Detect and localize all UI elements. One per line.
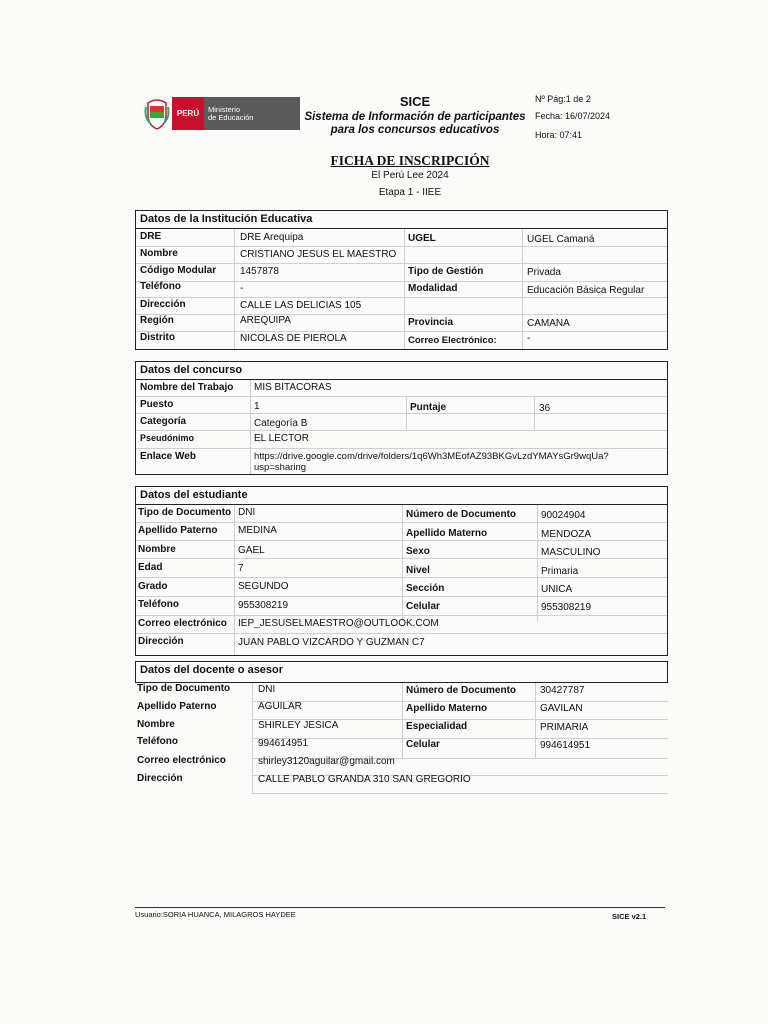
value-sexo: MASCULINO: [541, 547, 601, 558]
label-telefono-est: Teléfono: [138, 599, 179, 610]
value-puesto: 1: [254, 401, 260, 412]
label-celular-est: Celular: [406, 601, 440, 612]
footer-divider: [135, 907, 665, 908]
value-nombre-doc: SHIRLEY JESICA: [258, 720, 339, 731]
label-provincia: Provincia: [408, 317, 454, 328]
value-enlace-web-line1[interactable]: https://drive.google.com/drive/folders/1q6Wh3MEofAZ93BKGvLzdYMAYsGr9wqUa?: [254, 451, 609, 462]
logo-ministerio: [204, 97, 300, 130]
label-puntaje: Puntaje: [410, 402, 447, 413]
label-sexo: Sexo: [406, 546, 430, 557]
label-especialidad: Especialidad: [406, 721, 468, 732]
value-num-doc-est: 90024904: [541, 510, 586, 521]
contest-name: El Perú Lee 2024: [371, 170, 449, 181]
value-categoria: Categoría B: [254, 418, 308, 429]
label-tipo-gestion: Tipo de Gestión: [408, 266, 484, 277]
print-time: Hora: 07:41: [535, 130, 583, 140]
label-tipo-doc-est: Tipo de Documento: [138, 507, 232, 518]
logo-ministerio-line1: Ministerio: [208, 104, 241, 114]
section-docente-header: [135, 661, 668, 683]
section-title-docente: Datos del docente o asesor: [140, 664, 284, 676]
label-nombre-doc: Nombre: [137, 719, 175, 730]
label-direccion-doc: Dirección: [137, 773, 183, 784]
value-codigo-modular: 1457878: [240, 266, 279, 277]
section-title-institucion: Datos de la Institución Educativa: [140, 213, 313, 225]
value-num-doc-doc: 30427787: [540, 685, 585, 696]
label-edad: Edad: [138, 562, 163, 573]
form-title: FICHA DE INSCRIPCIÓN: [330, 153, 490, 168]
value-grado: SEGUNDO: [238, 581, 289, 592]
label-codigo-modular: Código Modular: [140, 265, 217, 276]
value-ap-paterno-doc: AGUILAR: [258, 701, 302, 712]
value-seccion: UNICA: [541, 584, 573, 595]
section-estudiante: [135, 486, 668, 656]
value-nombre-est: GAEL: [238, 545, 265, 556]
form-title-wrap: [0, 152, 768, 170]
value-nombre-trabajo: MIS BITACORAS: [254, 382, 332, 393]
label-puesto: Puesto: [140, 399, 174, 410]
value-puntaje: 36: [539, 403, 551, 414]
label-num-doc-est: Número de Documento: [406, 509, 517, 520]
page-number: Nº Pág:1 de 2: [535, 94, 591, 104]
value-modalidad: Educación Básica Regular: [527, 285, 645, 296]
peru-coat-of-arms-icon: [144, 97, 170, 130]
label-ap-paterno-doc: Apellido Paterno: [137, 701, 217, 712]
value-direccion-ie: CALLE LAS DELICIAS 105: [240, 300, 362, 311]
value-correo-ie: -: [527, 333, 531, 344]
label-nombre-trabajo: Nombre del Trabajo: [140, 382, 234, 393]
value-ap-materno-est: MENDOZA: [541, 529, 591, 540]
label-ap-materno-est: Apellido Materno: [406, 528, 488, 539]
logo-ministerio-line2: de Educación: [208, 112, 254, 122]
value-especialidad: PRIMARIA: [540, 722, 589, 733]
label-celular-doc: Celular: [406, 739, 440, 750]
label-nombre-est: Nombre: [138, 544, 176, 555]
value-celular-doc: 994614951: [540, 740, 591, 751]
label-grado: Grado: [138, 581, 168, 592]
label-direccion-est: Dirección: [138, 636, 184, 647]
label-categoria: Categoría: [140, 416, 187, 427]
value-distrito: NICOLAS DE PIEROLA: [240, 333, 347, 344]
footer-version: SICE v2.1: [612, 912, 647, 921]
value-telefono-ie: -: [240, 283, 244, 294]
value-celular-est: 955308219: [541, 602, 592, 613]
section-title-estudiante: Datos del estudiante: [140, 489, 248, 501]
value-nivel: Primaria: [541, 566, 579, 577]
section-title-concurso: Datos del concurso: [140, 364, 243, 376]
system-subtitle-line1: Sistema de Información de participantes: [304, 111, 526, 123]
value-correo-doc: shirley3120aguilar@gmail.com: [258, 756, 395, 767]
value-region: AREQUIPA: [240, 315, 291, 326]
value-seudonimo: EL LECTOR: [254, 433, 310, 444]
label-correo-ie: Correo Electrónico:: [408, 335, 497, 346]
contest-stage: Etapa 1 - IIEE: [378, 187, 442, 198]
label-dre: DRE: [140, 231, 162, 242]
system-subtitle-line2: para los concursos educativos: [330, 124, 500, 136]
label-nombre-ie: Nombre: [140, 248, 178, 259]
label-modalidad: Modalidad: [408, 283, 458, 294]
label-enlace-web: Enlace Web: [140, 451, 196, 462]
value-nombre-ie: CRISTIANO JESUS EL MAESTRO: [240, 249, 397, 260]
value-direccion-est: JUAN PABLO VIZCARDO Y GUZMAN C7: [238, 637, 425, 648]
value-ap-materno-doc: GAVILAN: [540, 703, 583, 714]
value-tipo-doc-doc: DNI: [258, 684, 276, 695]
section-concurso: [135, 361, 668, 475]
label-ap-materno-doc: Apellido Materno: [406, 703, 488, 714]
label-nivel: Nivel: [406, 565, 430, 576]
value-telefono-doc: 994614951: [258, 738, 309, 749]
value-ugel: UGEL Camaná: [527, 234, 595, 245]
value-provincia: CAMANA: [527, 318, 570, 329]
value-direccion-doc: CALLE PABLO GRANDA 310 SAN GREGORIO: [258, 774, 471, 785]
footer-usuario: Usuario:SORIA HUANCA, MILAGROS HAYDEE: [135, 910, 296, 919]
label-ugel: UGEL: [408, 233, 436, 244]
label-seudonimo: Pseudónimo: [140, 433, 195, 443]
label-seccion: Sección: [406, 583, 445, 594]
label-telefono-ie: Teléfono: [140, 281, 181, 292]
section-docente: [135, 683, 668, 793]
label-direccion-ie: Dirección: [140, 299, 186, 310]
label-tipo-doc-doc: Tipo de Documento: [137, 683, 231, 694]
value-dre: DRE Arequipa: [240, 232, 304, 243]
minedu-logo: [144, 97, 300, 130]
value-telefono-est: 955308219: [238, 600, 289, 611]
label-correo-est: Correo electrónico: [138, 618, 227, 629]
value-ap-paterno-est: MEDINA: [238, 525, 277, 536]
system-title: SICE: [399, 94, 431, 109]
value-enlace-web-line2[interactable]: usp=sharing: [254, 462, 307, 473]
label-correo-doc: Correo electrónico: [137, 755, 226, 766]
value-edad: 7: [238, 563, 244, 574]
label-num-doc-doc: Número de Documento: [406, 685, 517, 696]
label-region: Región: [140, 315, 174, 326]
print-date: Fecha: 16/07/2024: [535, 111, 611, 121]
value-tipo-doc-est: DNI: [238, 507, 256, 518]
label-distrito: Distrito: [140, 332, 175, 343]
label-telefono-doc: Teléfono: [137, 736, 178, 747]
label-ap-paterno-est: Apellido Paterno: [138, 525, 218, 536]
value-correo-est: IEP_JESUSELMAESTRO@OUTLOOK.COM: [238, 618, 439, 629]
value-tipo-gestion: Privada: [527, 267, 561, 278]
logo-peru-text: PERÚ: [172, 97, 204, 130]
section-institucion: [135, 210, 668, 350]
